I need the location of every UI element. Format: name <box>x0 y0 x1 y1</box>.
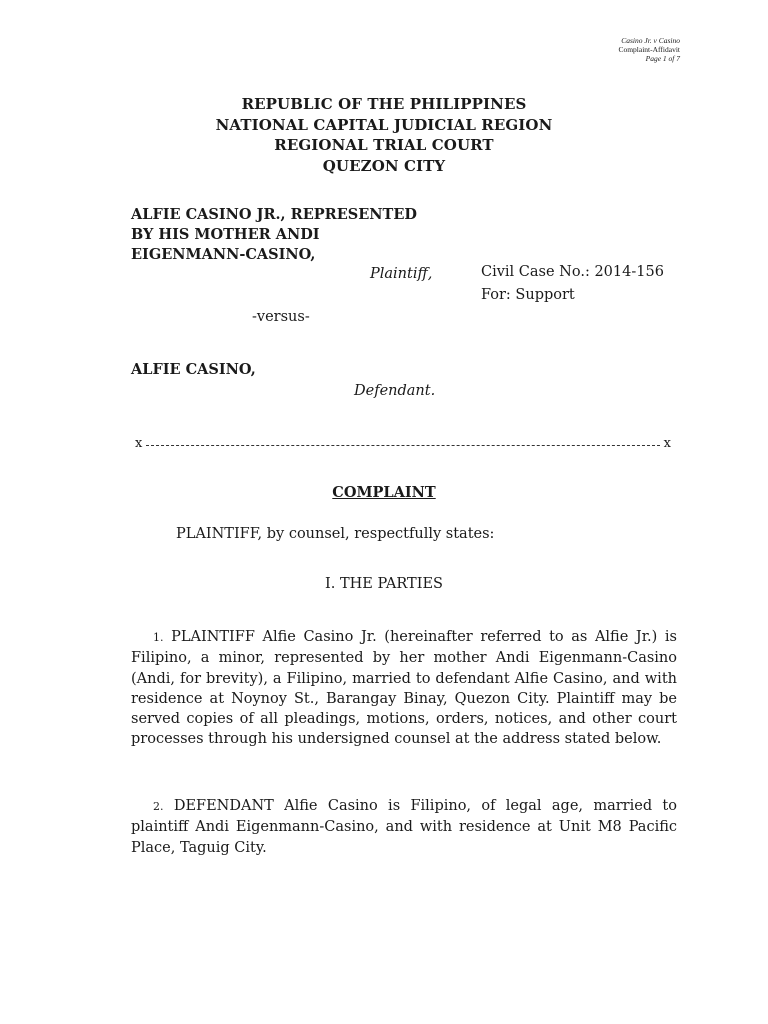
paragraph-number: 2. <box>153 800 164 813</box>
plaintiff-role-label: Plaintiff, <box>370 266 433 282</box>
plaintiff-name-line: ALFIE CASINO JR., REPRESENTED <box>131 206 417 223</box>
case-number: Civil Case No.: 2014-156 <box>481 264 664 280</box>
section-heading: I. THE PARTIES <box>325 576 443 592</box>
court-heading-line: REGIONAL TRIAL COURT <box>274 136 494 154</box>
running-header <box>618 36 680 63</box>
versus-label: -versus- <box>252 309 310 325</box>
divider-start-mark: x <box>135 436 143 451</box>
court-heading-line: QUEZON CITY <box>322 156 446 175</box>
plaintiff-name-line: EIGENMANN-CASINO, <box>131 246 316 263</box>
court-heading <box>0 94 768 176</box>
case-nature: For: Support <box>481 287 575 303</box>
divider-end-mark: x <box>663 436 671 451</box>
court-heading-line: REPUBLIC OF THE PHILIPPINES <box>241 95 527 113</box>
paragraph-number: 1. <box>153 631 164 644</box>
defendant-role-label: Defendant. <box>354 383 436 399</box>
defendant-name: ALFIE CASINO, <box>131 361 256 378</box>
paragraph-2 <box>131 796 677 858</box>
divider-dashed-line <box>146 445 659 446</box>
running-header-document-type: Complaint-Affidavit <box>618 45 680 54</box>
paragraph-1 <box>131 627 677 750</box>
paragraph-text: PLAINTIFF Alfie Casino Jr. (hereinafter referred to as Alfie Jr.) is Filipino, a minor, represented by her mother Andi Eigenmann-Casino (Andi, for brevity), a Filipino, married to defendant Alfie Casino, and with residence at Noynoy St., Barangay Binay, Quezon City. Plaintiff may be served copies of all pleadings, motions, orders, notices, and other court processes through his undersigned counsel at the address stated below. <box>131 629 678 748</box>
document-title: COMPLAINT <box>332 484 436 501</box>
intro-statement: PLAINTIFF, by counsel, respectfully states: <box>176 526 495 542</box>
plaintiff-name-line: BY HIS MOTHER ANDI <box>131 226 320 243</box>
running-header-page-number: Page 1 of 7 <box>645 54 680 63</box>
running-header-case-title: Casino Jr. v Casino <box>621 36 680 45</box>
caption-divider <box>135 436 671 452</box>
plaintiff-name-block <box>131 205 417 265</box>
paragraph-text: DEFENDANT Alfie Casino is Filipino, of legal age, married to plaintiff Andi Eigenmann-Casino, and with residence at Unit M8 Pacific Place, Taguig City. <box>131 798 677 856</box>
court-heading-line: NATIONAL CAPITAL JUDICIAL REGION <box>215 115 553 134</box>
